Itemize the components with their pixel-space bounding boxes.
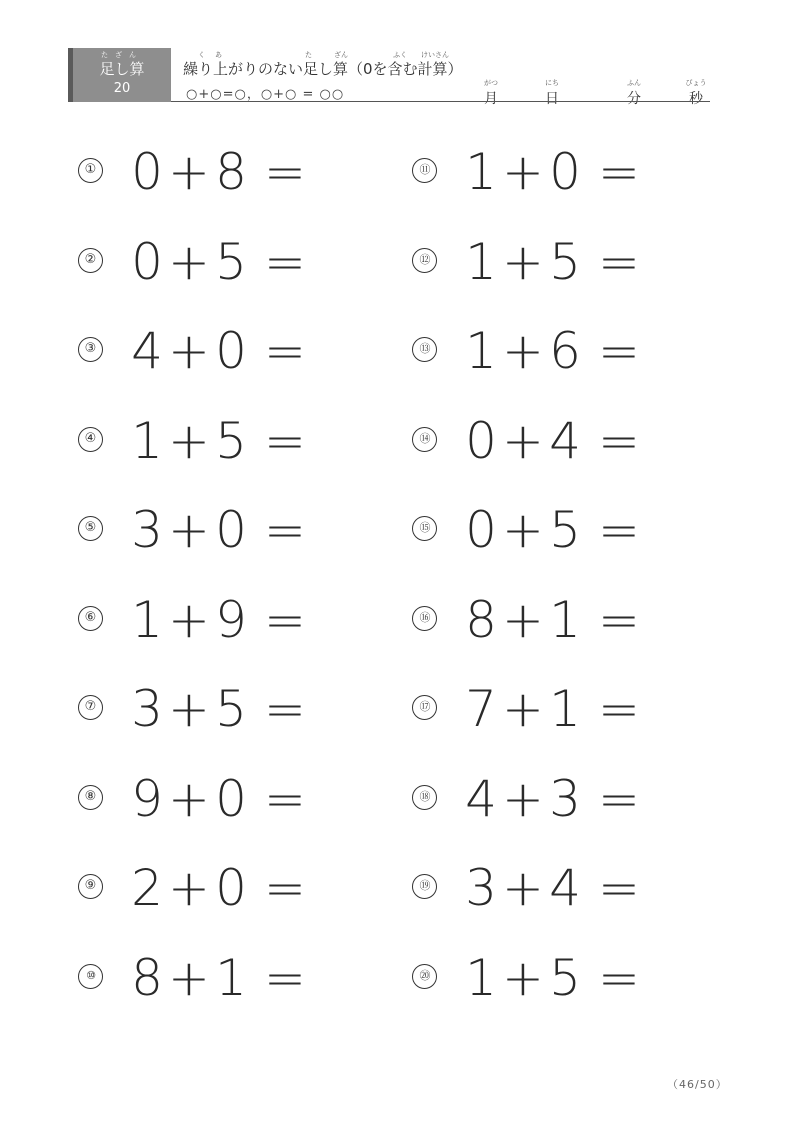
title-ruby: けいさん (421, 51, 449, 59)
equals-sign: = (598, 501, 640, 559)
operand-b: 9 (215, 590, 247, 649)
plus-sign: + (168, 769, 210, 828)
title-ruby: あ (215, 51, 222, 59)
date-field-month[interactable] (481, 78, 501, 108)
date-label: 分 (627, 91, 641, 107)
title-ruby: ざん (334, 51, 348, 59)
problem-number: ⑥ (78, 606, 103, 631)
worksheet-title: 繰り上がりのない足し算（0を含む計算） (183, 60, 463, 78)
problem-item (74, 665, 374, 755)
operand-a: 1 (465, 948, 497, 1007)
equals-sign: = (264, 143, 306, 201)
problem-number: ④ (78, 427, 103, 452)
operand-b: 5 (215, 232, 247, 291)
badge-ruby: たざん (101, 51, 143, 59)
operand-a: 1 (131, 590, 163, 649)
problem-number: ⑱ (412, 785, 437, 810)
plus-sign: + (168, 322, 210, 380)
operand-b: 4 (549, 859, 581, 917)
operand-a: 1 (465, 143, 497, 201)
equals-sign: = (264, 948, 306, 1007)
operand-a: 3 (465, 859, 497, 917)
operand-a: 0 (465, 411, 497, 470)
badge-number: 20 (113, 81, 131, 96)
operand-b: 5 (215, 411, 247, 470)
problem-number: ⑤ (78, 516, 103, 541)
equals-sign: = (598, 859, 640, 917)
plus-sign: + (502, 769, 544, 828)
operand-a: 8 (131, 948, 163, 1007)
problem-number: ⑰ (412, 695, 437, 720)
operand-a: 0 (465, 501, 497, 559)
operand-b: 6 (549, 322, 581, 380)
header-rule (171, 101, 710, 102)
date-label: 秒 (689, 91, 703, 107)
equals-sign: = (264, 590, 306, 649)
operand-a: 3 (131, 501, 163, 559)
problem-number: ⑭ (412, 427, 437, 452)
date-field-day[interactable] (542, 78, 562, 108)
date-label: 月 (484, 91, 498, 107)
operand-a: 2 (131, 859, 163, 917)
operand-a: 4 (131, 322, 163, 380)
equals-sign: = (264, 501, 306, 559)
problem-item (74, 486, 374, 576)
plus-sign: + (502, 143, 544, 201)
page-counter: （46/50） (667, 1078, 728, 1091)
operand-b: 3 (549, 769, 581, 828)
operand-b: 0 (215, 501, 247, 559)
problem-item (74, 844, 374, 934)
operand-b: 4 (549, 411, 581, 470)
operand-a: 9 (131, 769, 163, 828)
problem-item (408, 218, 708, 308)
date-field-second[interactable] (682, 78, 710, 108)
problem-number: ⑪ (412, 158, 437, 183)
problem-item (408, 576, 708, 666)
date-field-minute[interactable] (624, 78, 644, 108)
title-ruby: た (305, 51, 312, 59)
date-ruby: びょう (685, 79, 707, 87)
operand-b: 5 (549, 948, 581, 1007)
problem-item (408, 128, 708, 218)
operand-b: 1 (549, 680, 581, 738)
equals-sign: = (264, 232, 306, 291)
worksheet-header (68, 48, 710, 107)
plus-sign: + (502, 859, 544, 917)
problem-number: ⑫ (412, 248, 437, 273)
operand-b: 0 (215, 859, 247, 917)
problem-number: ⑨ (78, 874, 103, 899)
problem-item (74, 934, 374, 1024)
operand-a: 0 (131, 143, 163, 201)
problem-column-right (408, 128, 708, 1023)
plus-sign: + (502, 680, 544, 738)
equals-sign: = (264, 859, 306, 917)
equals-sign: = (598, 590, 640, 649)
problem-item (408, 307, 708, 397)
problem-item (408, 755, 708, 845)
plus-sign: + (502, 411, 544, 470)
problem-item (74, 755, 374, 845)
problem-number: ⑮ (412, 516, 437, 541)
date-ruby: がつ (484, 79, 498, 87)
plus-sign: + (168, 232, 210, 291)
operand-a: 1 (131, 411, 163, 470)
equals-sign: = (598, 232, 640, 291)
equals-sign: = (598, 322, 640, 380)
equals-sign: = (598, 680, 640, 738)
equals-sign: = (598, 769, 640, 828)
problem-number: ⑳ (412, 964, 437, 989)
problem-item (74, 218, 374, 308)
operand-b: 0 (215, 769, 247, 828)
operand-a: 1 (465, 322, 497, 380)
problem-number: ⑧ (78, 785, 103, 810)
problem-number: ② (78, 248, 103, 273)
problem-item (408, 486, 708, 576)
plus-sign: + (502, 322, 544, 380)
operand-a: 1 (465, 232, 497, 291)
problem-number: ⑯ (412, 606, 437, 631)
problem-number: ⑦ (78, 695, 103, 720)
problem-item (408, 844, 708, 934)
section-badge (68, 48, 171, 102)
problem-number: ⑩ (78, 964, 103, 989)
operand-b: 1 (215, 948, 247, 1007)
equals-sign: = (598, 411, 640, 470)
operand-b: 1 (549, 590, 581, 649)
operand-a: 3 (131, 680, 163, 738)
equals-sign: = (598, 143, 640, 201)
equals-sign: = (264, 322, 306, 380)
problem-item (74, 576, 374, 666)
plus-sign: + (168, 859, 210, 917)
problem-item (74, 128, 374, 218)
operand-b: 0 (215, 322, 247, 380)
operand-a: 8 (465, 590, 497, 649)
operand-b: 5 (549, 232, 581, 291)
plus-sign: + (502, 590, 544, 649)
problem-number: ③ (78, 337, 103, 362)
operand-b: 8 (215, 143, 247, 201)
date-ruby: にち (545, 79, 559, 87)
plus-sign: + (502, 232, 544, 291)
problem-number: ⑬ (412, 337, 437, 362)
plus-sign: + (168, 948, 210, 1007)
worksheet-subtitle: ○+○=○，○+○ = ○○ (186, 87, 345, 102)
date-label: 日 (545, 91, 559, 107)
operand-a: 4 (465, 769, 497, 828)
problem-item (74, 397, 374, 487)
equals-sign: = (264, 769, 306, 828)
operand-a: 0 (131, 232, 163, 291)
operand-b: 0 (549, 143, 581, 201)
plus-sign: + (168, 143, 210, 201)
badge-title: 足し算 (99, 60, 145, 78)
problem-item (408, 397, 708, 487)
plus-sign: + (168, 590, 210, 649)
problem-number: ⑲ (412, 874, 437, 899)
operand-b: 5 (549, 501, 581, 559)
equals-sign: = (264, 411, 306, 470)
problem-item (74, 307, 374, 397)
problem-column-left (74, 128, 374, 1023)
plus-sign: + (168, 411, 210, 470)
plus-sign: + (168, 501, 210, 559)
plus-sign: + (502, 501, 544, 559)
problem-item (408, 934, 708, 1024)
date-ruby: ふん (627, 79, 641, 87)
problem-number: ① (78, 158, 103, 183)
title-ruby: く (198, 51, 205, 59)
equals-sign: = (264, 680, 306, 738)
operand-b: 5 (215, 680, 247, 738)
problem-item (408, 665, 708, 755)
operand-a: 7 (465, 680, 497, 738)
plus-sign: + (168, 680, 210, 738)
equals-sign: = (598, 948, 640, 1007)
title-ruby: ふく (393, 51, 407, 59)
plus-sign: + (502, 948, 544, 1007)
